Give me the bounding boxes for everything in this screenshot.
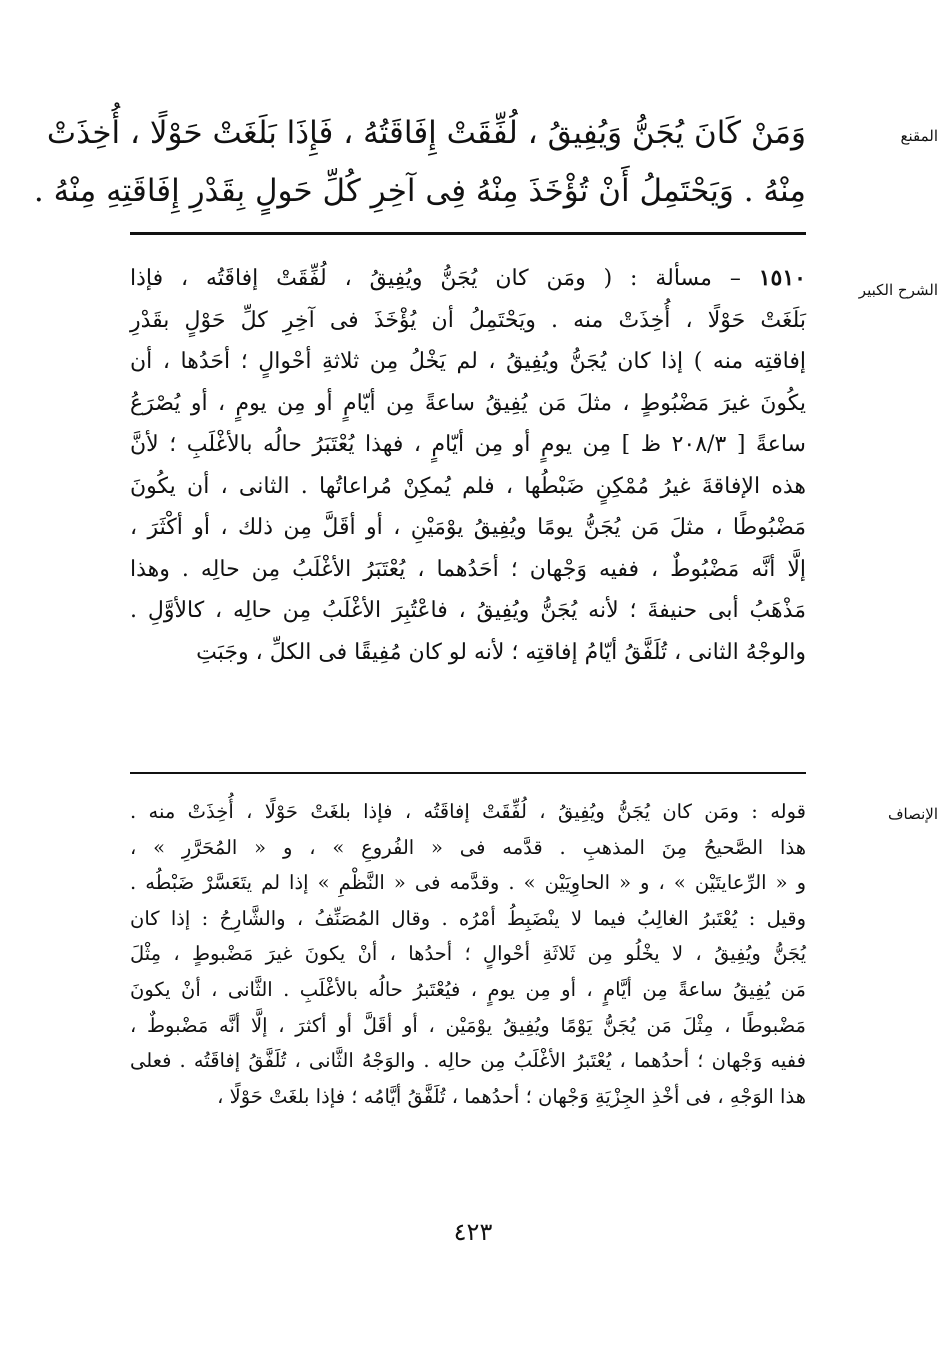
insaf-line: مَضْبوطًا ، مِثْلَ مَن يُجَنُّ يَوْمًا ويُفِيقُ يوْمَيْن ، أو أقَلَّ أو أكثرَ ، إلَّا أنَّه مَضْبوطٌ ، [130,1013,806,1037]
insaf-text [130,794,806,1114]
sharh-line: إفاقتِه منه ) إذا كان يُجَنُّ ويُفِيقُ ، لم يَخْلُ مِن ثلاثةِ أحْوالٍ ؛ أحَدُها ، أن [130,349,806,374]
sharh-text [130,258,806,673]
insaf-line: ففيه وَجْهان ؛ أحدُهما ، يُعْتَبرُ الأغْلَبُ مِن حالِه . والوَجْهُ الثَّانى ، تُلَفَّقُ إفاقَتُه . فعلى [130,1049,806,1073]
muqni-text [33,104,806,220]
sharh-line-first [130,258,806,300]
sharh-line: ساعةً [ ٢٠٨/٣ ظ ] مِن يومٍ أو مِن أيّامٍ ، فهذا يُعْتَبَرُ حالُه بالأغْلَبِ ؛ لأنَّ [130,432,806,457]
insaf-line: قوله : ومَن كان يُجَنُّ ويُفِيقُ ، لُفِّقَتْ إفاقَتُه ، فإذا بلغَتْ حَوْلًا ، أُخِذَتْ منه . [130,800,806,823]
issue-number: ١٥١٠ [758,265,806,291]
sharh-line: بَلَغَتْ حَوْلًا ، أُخِذَتْ منه . ويَحْتَمِلُ أن يُؤْخَذَ فى آخِرِ كلِّ حَوْلٍ بقَدْرِ [130,307,806,333]
muqni-line: مِنْهُ . وَيَحْتَمِلُ أَنْ تُؤْخَذَ مِنْهُ فِى آخِرِ كُلِّ حَولٍ بِقَدْرِ إِفَاقَتِهِ مِنْهُ . [33,173,806,209]
sharh-line: مَضْبُوطًا ، مثلَ مَن يُجَنُّ يومًا ويُفِيقُ يوْمَيْنِ ، أو أقَلَّ مِن ذلك ، أو أكْثَرَ ، [130,515,806,540]
page-number: ٤٢٣ [453,1218,493,1246]
sharh-line: إلَّا أنَّه مَضْبُوطٌ ، ففيه وَجْهان ؛ أحَدُهما ، يُعْتَبَرُ الأغْلَبُ مِن حالِه . وهذا [130,556,806,582]
insaf-line: هذا الوَجْهِ ، فى أخْذِ الجِزْيَةِ وَجْهان ؛ أحدُهما ، تُلَفَّقُ أيَّامُه ؛ فإذا بلغَتْ حَوْلًا ، [217,1084,806,1108]
muqni-label: المقنع [900,127,938,145]
insaf-line: وقيل : يُعْتَبرُ الغالِبُ فيما لا ينْضَبِطُ أمْرُه . وقال المُصَنِّفُ ، والشَّارِحُ : إذا كان [130,906,806,930]
sharh-line: والوجْهُ الثانى ، تُلَفَّقُ أيّامُ إفاقتِه ؛ لأنه لو كان مُفِيقًا فى الكلِّ ، وجَبَتِ [196,639,806,665]
insaf-line: و « الرِّعايتَيْن » ، و « الحاوِيَيْن » . وقدَّمه فى « النَّظْمِ » إذا لم يتَعَسَّرْ ضَبْطُه . [130,871,806,895]
insaf-line: هذا الصَّحيحُ مِنَ المذهبِ . قدَّمه فى « الفُروعِ » ، و « المُحَرَّرِ » ، [130,835,806,859]
sharh-line: مَذْهَبُ أبى حنيفةَ ؛ لأنه يُجَنُّ ويُفِيقُ ، فاعْتُبِرَ الأغْلَبُ مِن حالِه ، كالأوَّلِ . [130,598,806,623]
section-divider-thin [130,772,806,774]
insaf-line: يُجَنُّ ويُفِيقُ ، لا يخْلُو مِن ثَلاثَةِ أحْوالٍ ؛ أحدُها ، أنْ يكونَ غيرَ مَضْبوطٍ ، مِثْلَ [130,942,806,966]
insaf-line: مَن يُفِيقُ ساعةً مِن أيَّامٍ ، أو مِن يومٍ ، فيُعْتَبرُ حالُه بالأغْلَبِ . الثَّانى ، أنْ يكونَ [130,977,806,1001]
sharh-line-text: – مسألة : ( ومَن كان يُجَنُّ ويُفِيقُ ، لُفِّقَتْ إفاقَتُه ، فإذا [130,266,741,291]
insaf-label: الإنصاف [887,805,938,823]
muqni-line: وَمَنْ كَانَ يُجَنُّ وَيُفِيقُ ، لُفِّقَتْ إِفَاقَتُهُ ، فَإِذَا بَلَغَتْ حَوْلًا ، أُخِذَتْ [46,115,806,151]
sharh-line: هذه الإفاقةَ غيرُ مُمْكِنٍ ضَبْطُها ، فلم يُمكِنْ مُراعاتُها . الثانى ، أن يكُونَ [130,473,806,499]
section-divider-thick [130,232,806,235]
sharh-line: يكُونَ غيرَ مَضْبُوطٍ ، مثلَ مَن يُفِيقُ ساعةً مِن أيّامٍ أو مِن يومٍ ، أو يُصْرَعُ [130,390,806,416]
sharh-label: الشرح الكبير [858,281,938,299]
